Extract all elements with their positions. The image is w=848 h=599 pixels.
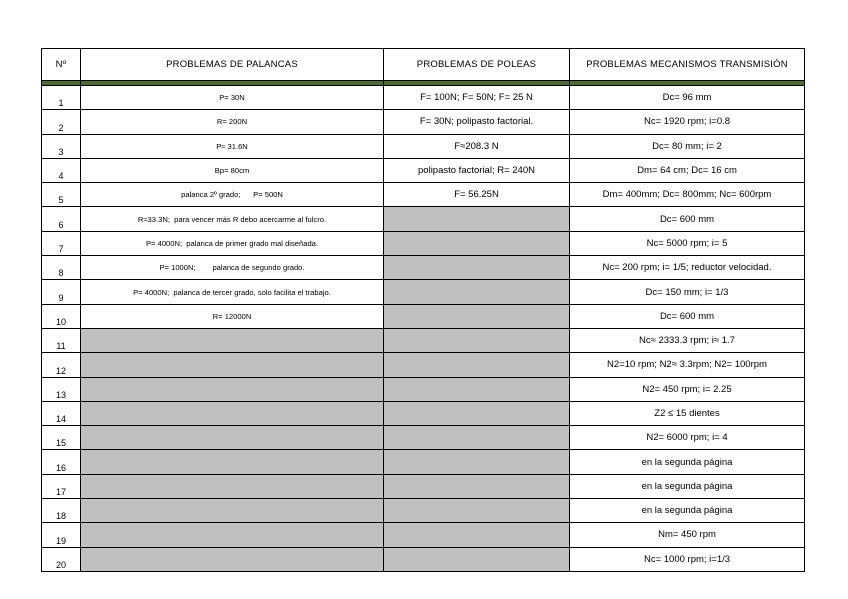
cell-palancas: P= 4000N; palanca de tercer grado, solo facilita el trabajo. xyxy=(81,280,384,304)
cell-palancas: P= 30N xyxy=(81,86,384,110)
table-row xyxy=(42,231,805,255)
cell-palancas xyxy=(81,426,384,450)
cell-mecanismos: en la segunda página xyxy=(570,474,805,498)
cell-palancas xyxy=(81,377,384,401)
cell-mecanismos: en la segunda página xyxy=(570,450,805,474)
cell-mecanismos: Nm= 450 rpm xyxy=(570,523,805,547)
table-row xyxy=(42,328,805,352)
cell-mecanismos: Dc= 80 mm; i= 2 xyxy=(570,134,805,158)
row-number: 8 xyxy=(42,256,81,280)
table-row xyxy=(42,158,805,182)
cell-mecanismos: Dm= 400mm; Dc= 800mm; Nc= 600rpm xyxy=(570,183,805,207)
cell-poleas xyxy=(384,353,570,377)
cell-mecanismos: Nc= 1000 rpm; i=1/3 xyxy=(570,547,805,571)
cell-palancas xyxy=(81,499,384,523)
cell-mecanismos: Dc= 96 mm xyxy=(570,86,805,110)
row-number: 5 xyxy=(42,183,81,207)
table-row xyxy=(42,280,805,304)
cell-poleas: F= 30N; polipasto factorial. xyxy=(384,110,570,134)
table-row xyxy=(42,353,805,377)
table-row xyxy=(42,523,805,547)
cell-palancas: R≈33.3N; para vencer más R debo acercarme al fulcro. xyxy=(81,207,384,231)
cell-palancas: P= 1000N; palanca de segundo grado. xyxy=(81,256,384,280)
cell-mecanismos: Dc= 150 mm; i= 1/3 xyxy=(570,280,805,304)
cell-palancas xyxy=(81,450,384,474)
row-number: 14 xyxy=(42,401,81,425)
cell-poleas xyxy=(384,231,570,255)
cell-poleas xyxy=(384,377,570,401)
row-number: 7 xyxy=(42,231,81,255)
cell-poleas xyxy=(384,523,570,547)
cell-poleas: F= 56.25N xyxy=(384,183,570,207)
table-row xyxy=(42,377,805,401)
cell-mecanismos: Nc= 1920 rpm; i=0.8 xyxy=(570,110,805,134)
cell-mecanismos: Z2 ≤ 15 dientes xyxy=(570,401,805,425)
cell-palancas: R= 200N xyxy=(81,110,384,134)
table-row xyxy=(42,450,805,474)
row-number: 20 xyxy=(42,547,81,571)
cell-palancas: Bp= 80cm xyxy=(81,158,384,182)
cell-mecanismos: Dc= 600 mm xyxy=(570,304,805,328)
table-row xyxy=(42,183,805,207)
cell-mecanismos: Nc= 200 rpm; i= 1/5; reductor velocidad. xyxy=(570,256,805,280)
header-palancas: PROBLEMAS DE PALANCAS xyxy=(81,49,384,81)
cell-poleas: F≈208.3 N xyxy=(384,134,570,158)
table-row xyxy=(42,499,805,523)
table-row xyxy=(42,426,805,450)
cell-poleas xyxy=(384,426,570,450)
cell-palancas: P= 4000N; palanca de primer grado mal diseñada. xyxy=(81,231,384,255)
row-number: 1 xyxy=(42,86,81,110)
cell-palancas: R= 12000N xyxy=(81,304,384,328)
cell-poleas xyxy=(384,207,570,231)
table-row xyxy=(42,256,805,280)
table-row xyxy=(42,207,805,231)
cell-palancas: palanca 2º grado; P= 500N xyxy=(81,183,384,207)
cell-mecanismos: Nc= 5000 rpm; i= 5 xyxy=(570,231,805,255)
row-number: 18 xyxy=(42,499,81,523)
header-number: Nº xyxy=(42,49,81,81)
row-number: 10 xyxy=(42,304,81,328)
cell-palancas xyxy=(81,401,384,425)
cell-mecanismos: Dm= 64 cm; Dc= 16 cm xyxy=(570,158,805,182)
row-number: 19 xyxy=(42,523,81,547)
cell-palancas xyxy=(81,547,384,571)
row-number: 6 xyxy=(42,207,81,231)
cell-poleas xyxy=(384,547,570,571)
cell-poleas xyxy=(384,499,570,523)
cell-poleas xyxy=(384,401,570,425)
cell-poleas: F= 100N; F= 50N; F= 25 N xyxy=(384,86,570,110)
cell-poleas: polipasto factorial; R= 240N xyxy=(384,158,570,182)
table-row xyxy=(42,110,805,134)
cell-mecanismos: Nc≈ 2333.3 rpm; i≈ 1.7 xyxy=(570,328,805,352)
table-row xyxy=(42,474,805,498)
cell-poleas xyxy=(384,450,570,474)
cell-mecanismos: N2= 6000 rpm; i= 4 xyxy=(570,426,805,450)
row-number: 15 xyxy=(42,426,81,450)
cell-mecanismos: N2=10 rpm; N2≈ 3.3rpm; N2= 100rpm xyxy=(570,353,805,377)
table-row xyxy=(42,304,805,328)
row-number: 3 xyxy=(42,134,81,158)
table-row xyxy=(42,134,805,158)
cell-palancas xyxy=(81,474,384,498)
row-number: 2 xyxy=(42,110,81,134)
cell-poleas xyxy=(384,256,570,280)
cell-palancas xyxy=(81,353,384,377)
cell-palancas: P≈ 31.6N xyxy=(81,134,384,158)
cell-mecanismos: N2= 450 rpm; i= 2.25 xyxy=(570,377,805,401)
row-number: 17 xyxy=(42,474,81,498)
cell-poleas xyxy=(384,328,570,352)
header-row xyxy=(42,49,805,81)
row-number: 4 xyxy=(42,158,81,182)
row-number: 11 xyxy=(42,328,81,352)
cell-mecanismos: en la segunda página xyxy=(570,499,805,523)
table-row xyxy=(42,86,805,110)
row-number: 9 xyxy=(42,280,81,304)
header-poleas: PROBLEMAS DE POLEAS xyxy=(384,49,570,81)
cell-mecanismos: Dc= 600 mm xyxy=(570,207,805,231)
table-row xyxy=(42,547,805,571)
table-row xyxy=(42,401,805,425)
row-number: 16 xyxy=(42,450,81,474)
row-number: 12 xyxy=(42,353,81,377)
cell-poleas xyxy=(384,280,570,304)
cell-palancas xyxy=(81,328,384,352)
cell-poleas xyxy=(384,304,570,328)
cell-poleas xyxy=(384,474,570,498)
row-number: 13 xyxy=(42,377,81,401)
cell-palancas xyxy=(81,523,384,547)
solutions-table xyxy=(41,48,805,572)
header-mecanismos: PROBLEMAS MECANISMOS TRANSMISIÓN xyxy=(570,49,805,81)
